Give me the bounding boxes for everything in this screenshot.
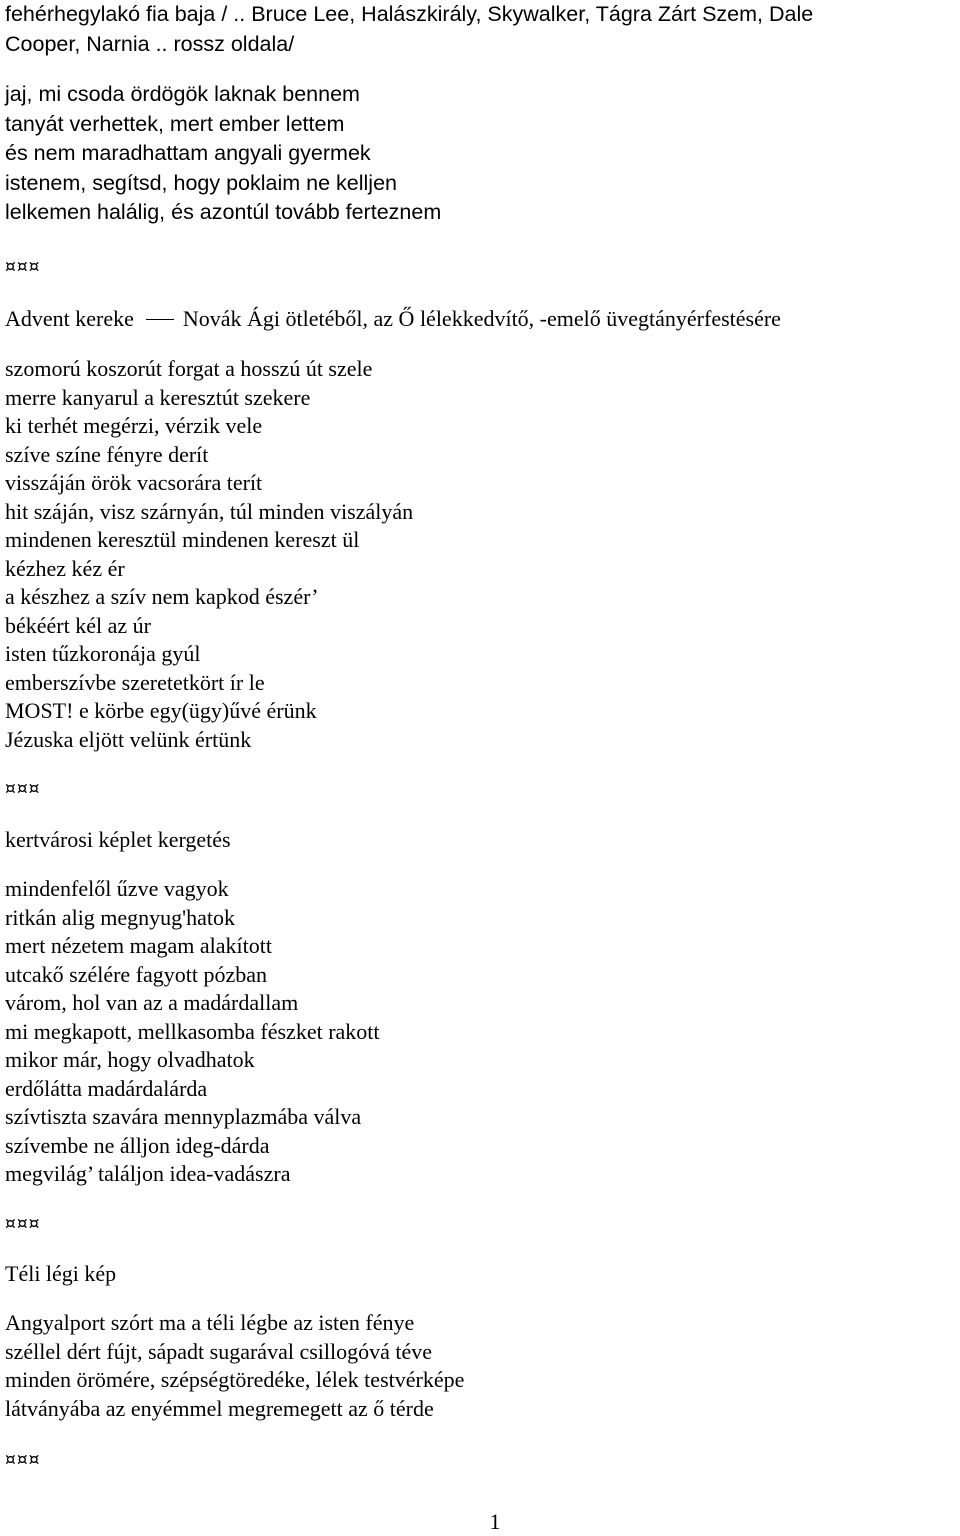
poem-1-line: és nem maradhattam angyali gyermek — [5, 141, 371, 165]
poem-2-line: isten tűzkoronája gyúl — [5, 641, 201, 666]
poem-2-line: MOST! e körbe egy(ügy)űvé érünk — [5, 698, 317, 723]
title-dash — [146, 319, 174, 320]
poem-3-line: mindenfelől űzve vagyok — [5, 876, 229, 901]
poem-3-line: szívtiszta szavára mennyplazmába válva — [5, 1104, 362, 1129]
section-separator: ¤¤¤ — [5, 257, 41, 277]
section-separator: ¤¤¤ — [5, 779, 41, 799]
poem-2-line: visszáján örök vacsorára terít — [5, 470, 263, 495]
poem-2-line: szomorú koszorút forgat a hosszú út szele — [5, 356, 373, 381]
poem-3-line: erdőlátta madárdalárda — [5, 1075, 208, 1101]
poem-2-line: a készhez a szív nem kapkod észér’ — [5, 584, 319, 609]
poem-1-line: tanyát verhettek, mert ember lettem — [5, 111, 345, 136]
poem-3-line: mikor már, hogy olvadhatok — [5, 1047, 255, 1072]
poem-3-line: megvilág’ találjon idea-vadászra — [5, 1161, 291, 1186]
poem-1-line: jaj, mi csoda ördögök laknak bennem — [5, 82, 360, 106]
poem-3-line: várom, hol van az a madárdallam — [5, 990, 299, 1015]
poem-1-line: lelkemen halálig, és azontúl tovább ferteznem — [5, 200, 442, 224]
poem-2-line: mindenen keresztül mindenen kereszt ül — [5, 527, 360, 552]
poem-3-line: ritkán alig megnyug'hatok — [5, 904, 236, 930]
section-separator: ¤¤¤ — [5, 1450, 41, 1470]
poem-3-body — [5, 875, 960, 1189]
poem-3-line: mert nézetem magam alakított — [5, 933, 272, 958]
poem-4-line: minden örömére, szépségtöredéke, lélek testvérképe — [5, 1367, 465, 1392]
poem-2-line: Jézuska eljött velünk értünk — [5, 726, 252, 752]
poem-3-title: kertvárosi képlet kergetés — [5, 827, 231, 852]
poem-2-line: békéért kél az úr — [5, 612, 151, 638]
poem-2-line: hit száján, visz szárnyán, túl minden viszályán — [5, 498, 414, 524]
poem-4-body — [5, 1309, 960, 1423]
poem-2-body — [5, 355, 960, 754]
poem-2-line: kézhez kéz ér — [5, 555, 125, 581]
poem-4-line: széllel dért fújt, sápadt sugarával csillogóvá téve — [5, 1338, 433, 1364]
poem-3-line: utcakő szélére fagyott pózban — [5, 961, 268, 987]
poem-2-line: merre kanyarul a keresztút szekere — [5, 384, 311, 410]
poem-1-body — [5, 80, 960, 228]
poem-4-line: látványába az enyémmel megremegett az ő térde — [5, 1395, 434, 1421]
poem-title: Advent kereke — [5, 306, 134, 331]
poem-1-line: istenem, segítsd, hogy poklaim ne kelljen — [5, 170, 397, 195]
poem-2-line: ki terhét megérzi, vérzik vele — [5, 413, 263, 438]
section-separator: ¤¤¤ — [5, 1214, 41, 1234]
poem-subtitle: Novák Ági ötletéből, az Ő lélekkedvítő, -emelő üvegtányérfestésére — [182, 306, 781, 331]
poem-1-line: Cooper, Narnia .. rossz oldala/ — [5, 31, 295, 56]
poem-4-title: Téli légi kép — [5, 1261, 117, 1286]
poem-3-line: mi megkapott, mellkasomba fészket rakott — [5, 1018, 380, 1044]
poem-2-heading — [5, 305, 960, 334]
poem-2-line: emberszívbe szeretetkört ír le — [5, 669, 265, 695]
poem-1-line: fehérhegylakó fia baja / .. Bruce Lee, Halászkirály, Skywalker, Tágra Zárt Szem, Dale — [5, 2, 814, 26]
poem-1 — [5, 0, 960, 59]
poem-4-line: Angyalport szórt ma a téli légbe az isten fénye — [5, 1310, 415, 1335]
page-number: 1 — [489, 1509, 501, 1534]
poem-3-line: szívembe ne álljon ideg-dárda — [5, 1132, 270, 1158]
poem-2-line: szíve színe fényre derít — [5, 441, 209, 467]
